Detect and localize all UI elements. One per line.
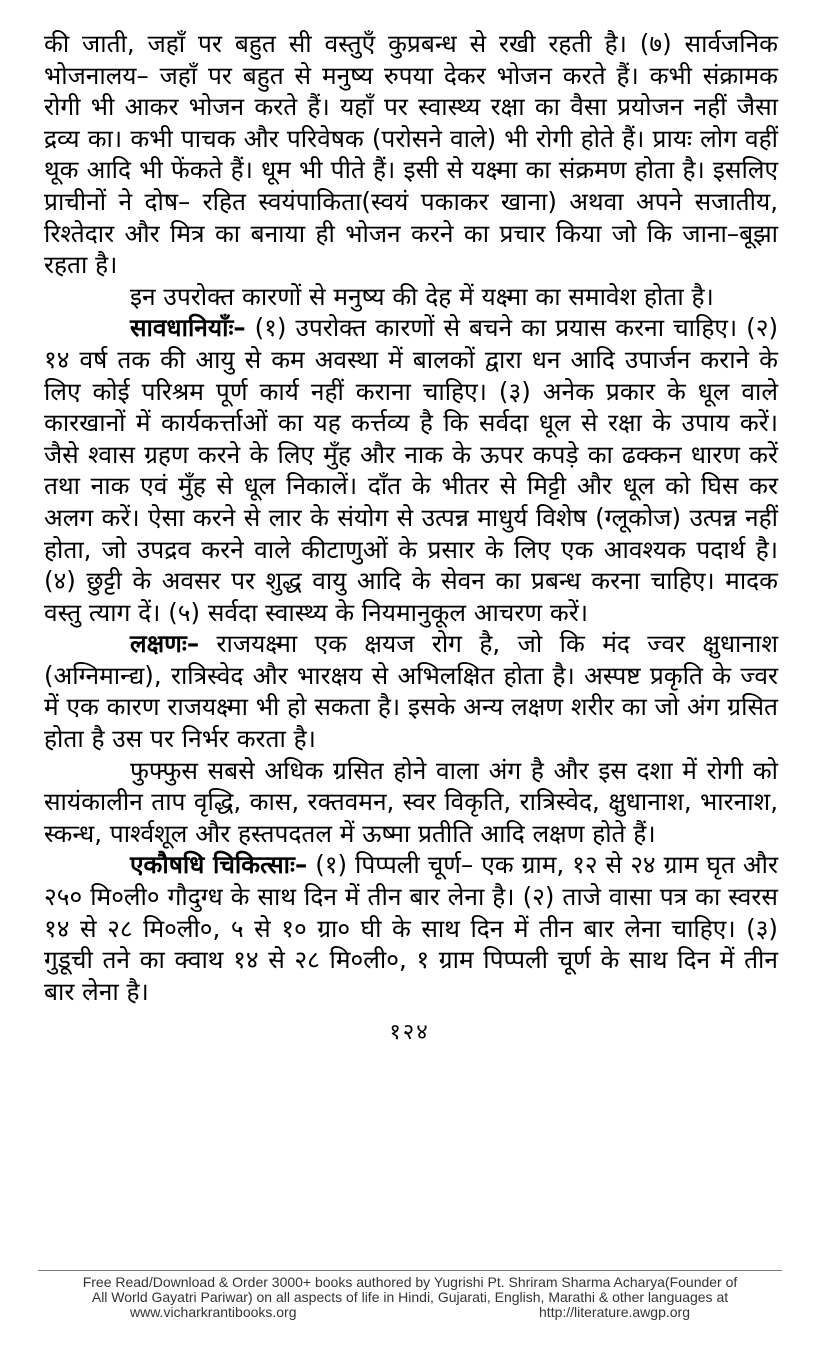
- footer-line-2: All World Gayatri Pariwar) on all aspects of life in Hindi, Gujarati, English, Marathi & other languages at: [91, 1289, 729, 1305]
- paragraph-text: फुफ्फुस सबसे अधिक ग्रसित होने वाला अंग है और इस दशा में रोगी को सायंकालीन ताप वृद्धि, कास, रक्तवमन, स्वर विकृति, रात्रिस्वेद, क्षुधानाश, भारनाश, स्कन्ध, पार्श्वशूल और हस्तपदतल में ऊष्मा प्रतीति आदि लक्षण होते हैं।: [44, 755, 778, 848]
- footer-link-vicharkranti[interactable]: www.vicharkrantibooks.org: [130, 1304, 297, 1320]
- section-heading-treatment: एकौषधि चिकित्साः–: [130, 850, 308, 880]
- page-number: १२४: [389, 1020, 430, 1045]
- paragraph-treatment: [44, 849, 778, 1007]
- paragraph-precautions: [44, 312, 778, 628]
- footer: [38, 1275, 782, 1320]
- paragraph-text: इन उपरोक्त कारणों से मनुष्य की देह में यक्ष्मा का समावेश होता है।: [130, 281, 714, 311]
- section-heading-precautions: सावधानियाँः–: [130, 313, 246, 343]
- paragraph-lungs: [44, 755, 778, 850]
- footer-line-1: Free Read/Download & Order 3000+ books authored by Yugrishi Pt. Shriram Sharma Acharya(Founder of: [82, 1274, 738, 1290]
- footer-links: [38, 1305, 782, 1320]
- paragraph-summary: [44, 281, 778, 313]
- paragraph-text: की जाती, जहाँ पर बहुत सी वस्तुएँ कुप्रबन्ध से रखी रहती है। (७) सार्वजनिक भोजनालय– जहाँ पर बहुत से मनुष्य रुपया देकर भोजन करते हैं। कभी संक्रामक रोगी भी आकर भोजन करते हैं। यहाँ पर स्वास्थ्य रक्षा का वैसा प्रयोजन नहीं जैसा द्रव्य का। कभी पाचक और परिवेषक (परोसने वाले) भी रोगी होते हैं। प्रायः लोग वहीं थूक आदि भी फेंकते हैं। धूम भी पीते हैं। इसी से यक्ष्मा का संक्रमण होता है। इसलिए प्राचीनों ने दोष– रहित स्वयंपाकिता(स्वयं पकाकर खाना) अथवा अपने सजातीय, रिश्तेदार और मित्र का बनाया ही भोजन करने का प्रचार किया जो कि जाना–बूझा रहता है।: [44, 29, 778, 280]
- section-heading-symptoms: लक्षणः–: [130, 629, 200, 659]
- footer-divider: [38, 1270, 782, 1271]
- paragraph-text: राजयक्ष्मा एक क्षयज रोग है, जो कि मंद ज्वर क्षुधानाश (अग्निमान्द्य), रात्रिस्वेद और भारक्षय से अभिलक्षित होता है। अस्पष्ट प्रकृति के ज्वर में एक कारण राजयक्ष्मा भी हो सकता है। इसके अन्य लक्षण शरीर का जो अंग ग्रसित होता है उस पर निर्भर करता है।: [44, 629, 778, 754]
- body-text: [44, 28, 778, 1007]
- paragraph-text: (१) पिप्पली चूर्ण– एक ग्राम, १२ से २४ ग्राम घृत और २५० मि०ली० गौदुग्ध के साथ दिन में तीन बार लेना है। (२) ताजे वासा पत्र का स्वरस १४ से २८ मि०ली०, ५ से १० ग्रा० घी के साथ दिन में तीन बार लेना चाहिए। (३) गुडूची तने का क्वाथ १४ से २८ मि०ली०, १ ग्राम पिप्पली चूर्ण के साथ दिन में तीन बार लेना है।: [44, 850, 778, 1006]
- paragraph-bhojanalaya: [44, 28, 778, 281]
- footer-link-awgp[interactable]: http://literature.awgp.org: [539, 1304, 690, 1320]
- paragraph-symptoms: [44, 628, 778, 754]
- paragraph-text: (१) उपरोक्त कारणों से बचने का प्रयास करना चाहिए। (२) १४ वर्ष तक की आयु से कम अवस्था में बालकों द्वारा धन आदि उपार्जन कराने के लिए कोई परिश्रम पूर्ण कार्य नहीं कराना चाहिए। (३) अनेक प्रकार के धूल वाले कारखानों में कार्यकर्त्ताओं का यह कर्त्तव्य है कि सर्वदा धूल से रक्षा के उपाय करें। जैसे श्वास ग्रहण करने के लिए मुँह और नाक के ऊपर कपड़े का ढक्कन धारण करें तथा नाक एवं मुँह से धूल निकालें। दाँत के भीतर से मिट्टी और धूल को घिस कर अलग करें। ऐसा करने से लार के संयोग से उत्पन्न माधुर्य विशेष (ग्लूकोज) उत्पन्न नहीं होता, जो उपद्रव करने वाले कीटाणुओं के प्रसार के लिए एक आवश्यक पदार्थ है। (४) छुट्टी के अवसर पर शुद्ध वायु आदि के सेवन का प्रबन्ध करना चाहिए। मादक वस्तु त्याग दें। (५) सर्वदा स्वास्थ्य के नियमानुकूल आचरण करें।: [44, 313, 778, 627]
